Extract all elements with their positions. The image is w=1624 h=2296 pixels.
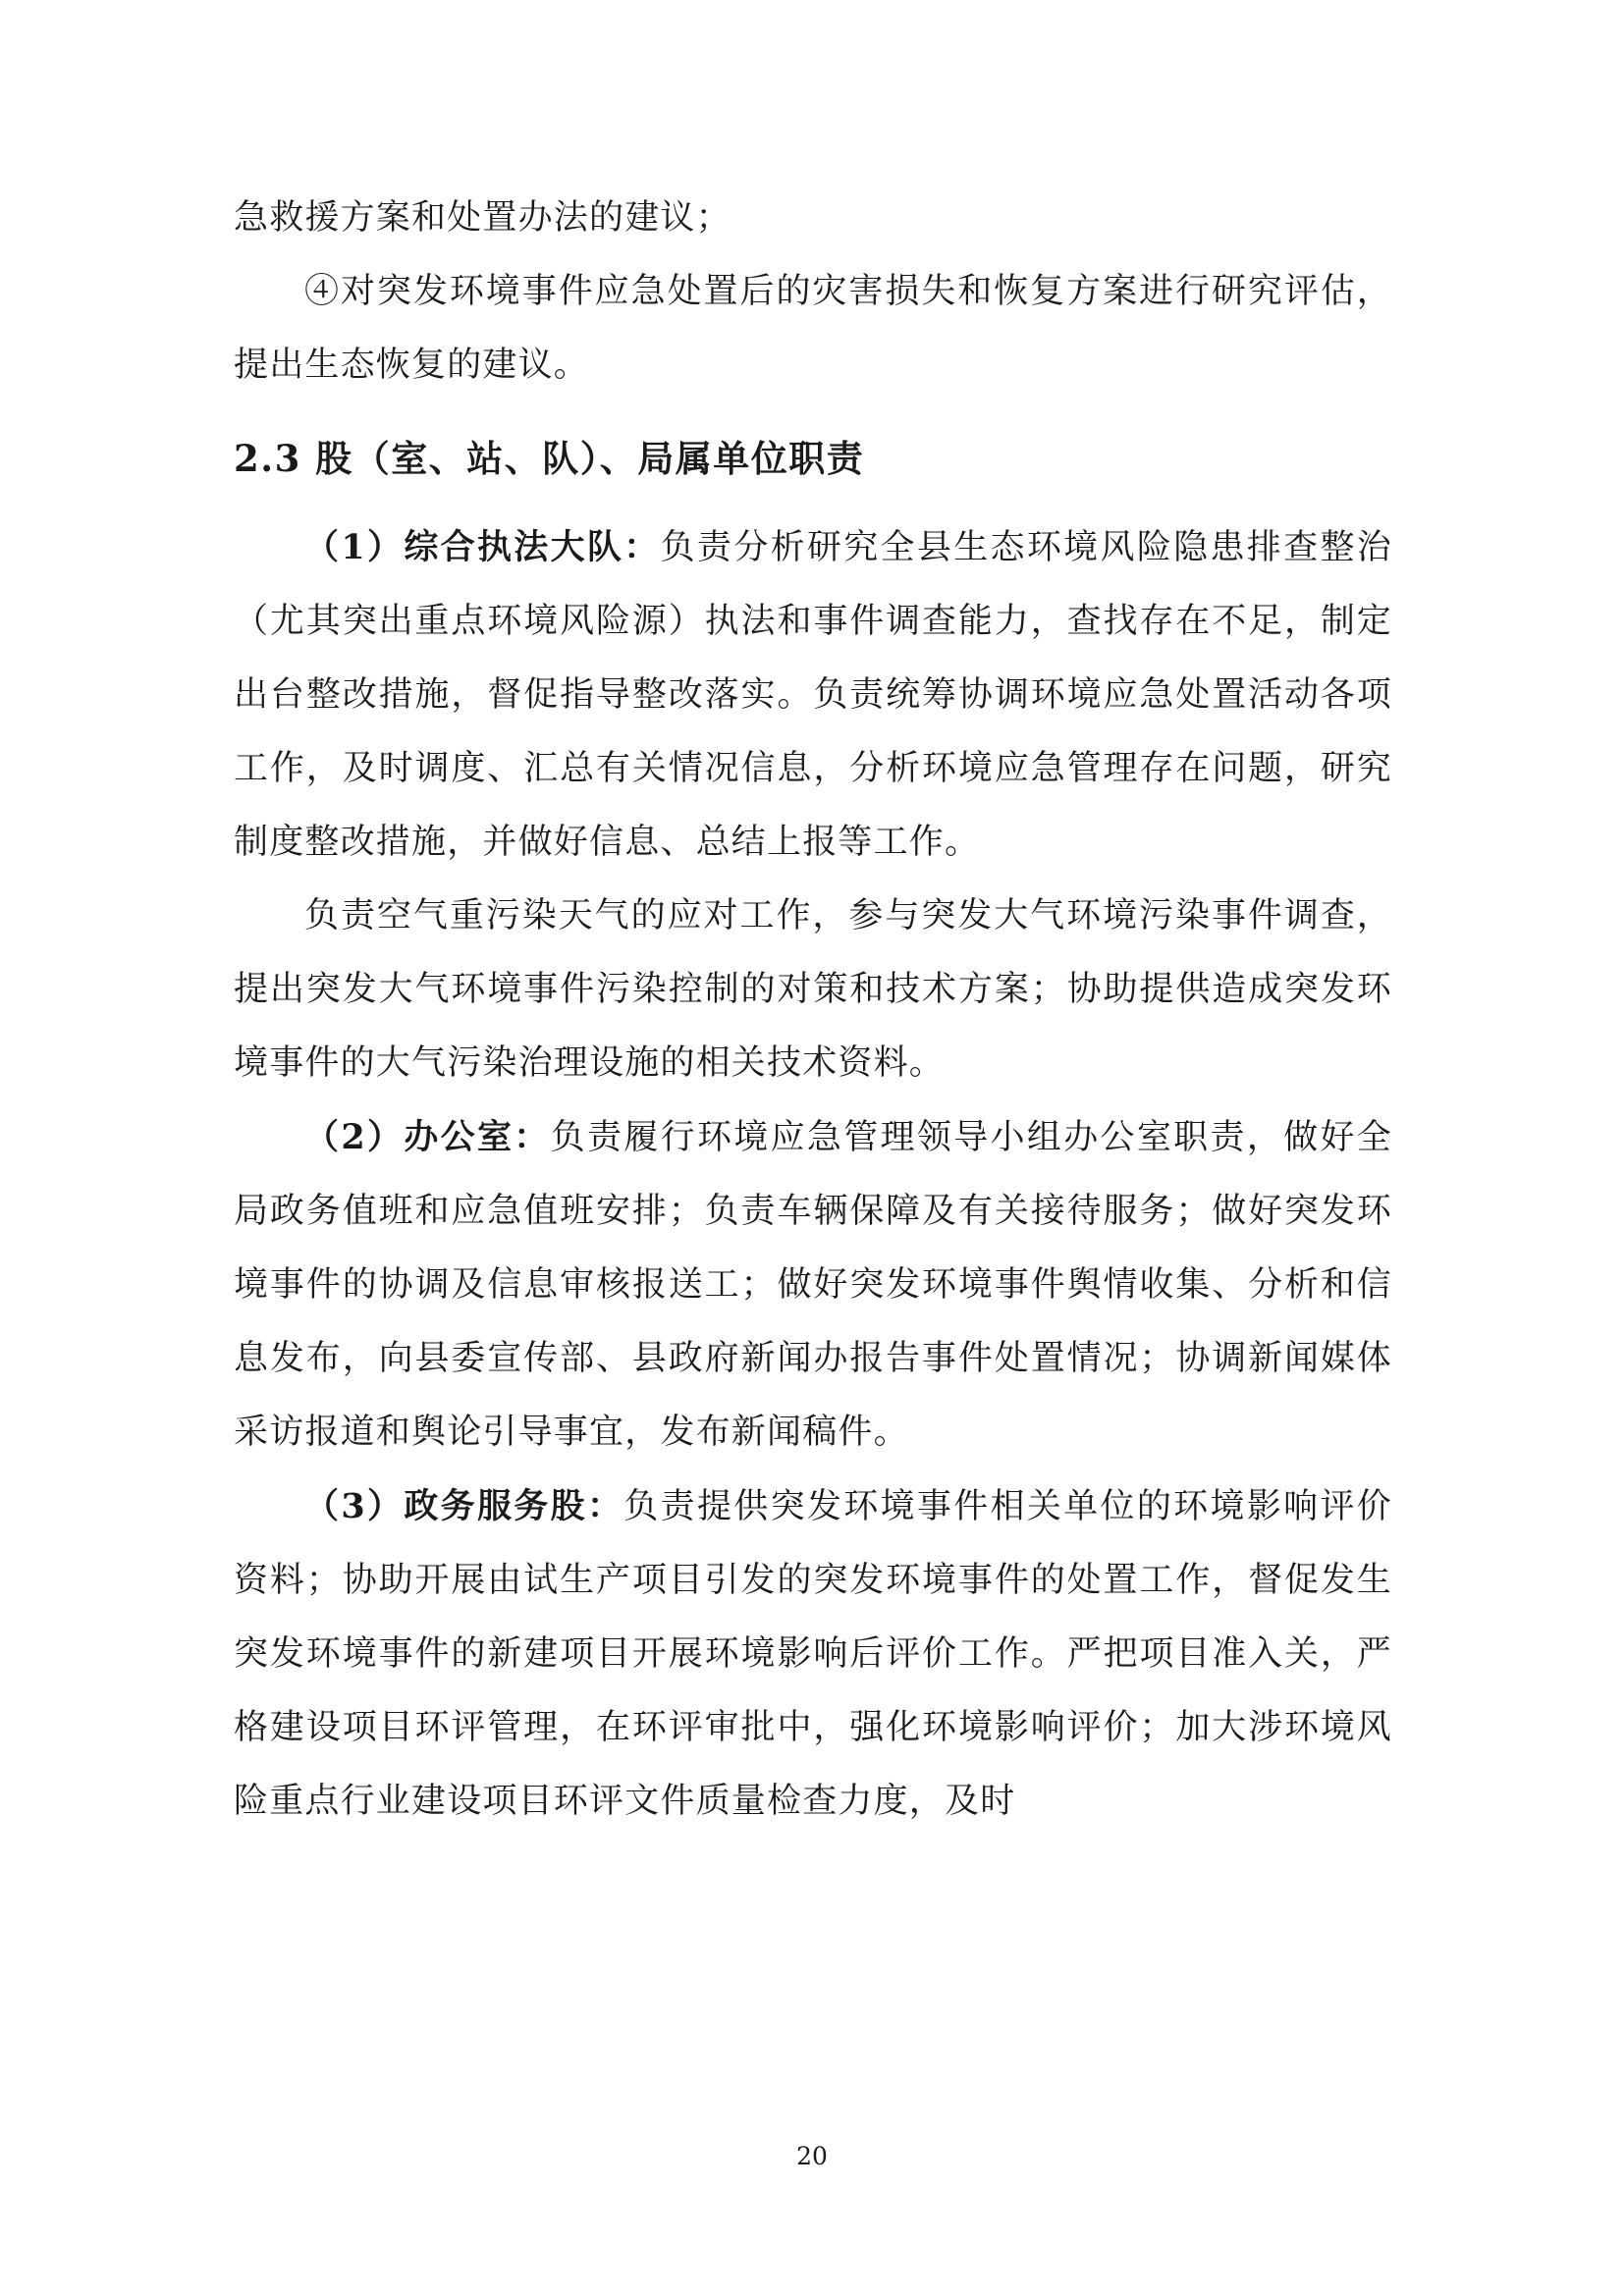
paragraph-text: 负责履行环境应急管理领导小组办公室职责，做好全局政务值班和应急值班安排；负责车辆保障及有关接待服务；做好突发环境事件的协调及信息审核报送工；做好突发环境事件舆情收集、分析和信息发布，向县委宣传部、县政府新闻办报告事件处置情况；协调新闻媒体采访报道和舆论引导事宜，发布新闻稿件。 bbox=[234, 1118, 1392, 1452]
page-body bbox=[234, 182, 1392, 1839]
paragraph-item-2-office bbox=[234, 1100, 1392, 1469]
paragraph-lead-label: （2）办公室： bbox=[304, 1117, 551, 1157]
page-number: 20 bbox=[796, 2142, 828, 2170]
paragraph-text: 负责提供突发环境事件相关单位的环境影响评价资料；协助开展由试生产项目引发的突发环境事件的处置工作，督促发生突发环境事件的新建项目开展环境影响后评价工作。严把项目准入关，严格建设项目环评管理，在环评审批中，强化环境影响评价；加大涉环境风险重点行业建设项目环评文件质量检查力度，及时 bbox=[234, 1487, 1393, 1821]
paragraph-item-1-air-quality bbox=[234, 880, 1392, 1100]
paragraph-item-4 bbox=[234, 255, 1392, 402]
paragraph-continued bbox=[234, 182, 1392, 255]
heading-text: 2.3 股（室、站、队）、局属单位职责 bbox=[234, 437, 865, 480]
paragraph-text: ④对突发环境事件应急处置后的灾害损失和恢复方案进行研究评估，提出生态恢复的建议。 bbox=[234, 272, 1392, 385]
paragraph-lead-label: （3）政务服务股： bbox=[304, 1486, 624, 1526]
paragraph-item-3-government-service bbox=[234, 1469, 1392, 1839]
paragraph-text: 急救援方案和处置办法的建议； bbox=[234, 198, 731, 238]
paragraph-text: 负责空气重污染天气的应对工作，参与突发大气环境污染事件调查，提出突发大气环境事件污染控制的对策和技术方案；协助提供造成突发环境事件的大气污染治理设施的相关技术资料。 bbox=[234, 896, 1392, 1083]
paragraph-lead-label: （1）综合执法大队： bbox=[304, 527, 661, 567]
section-heading-2-3 bbox=[234, 420, 1392, 497]
paragraph-item-1-enforcement bbox=[234, 510, 1392, 880]
paragraph-text: 负责分析研究全县生态环境风险隐患排查整治（尤其突出重点环境风险源）执法和事件调查能力，查找存在不足，制定出台整改措施，督促指导整改落实。负责统筹协调环境应急处置活动各项工作，及时调度、汇总有关情况信息，分析环境应急管理存在问题，研究制度整改措施，并做好信息、总结上报等工作。 bbox=[234, 528, 1392, 862]
